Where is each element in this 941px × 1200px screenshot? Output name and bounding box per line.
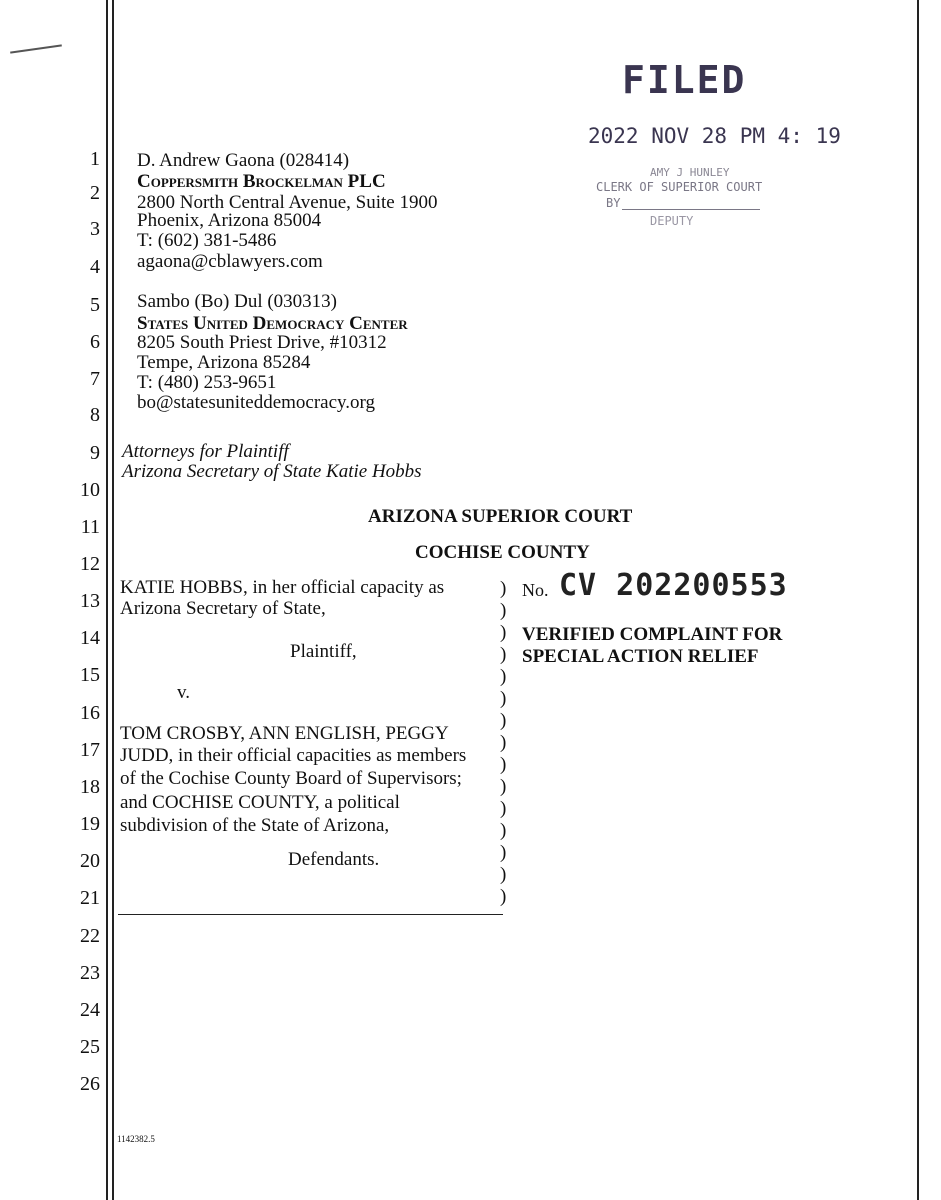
caption-paren: ) — [500, 798, 507, 819]
caption-paren: ) — [500, 754, 507, 775]
defendants-text: and COCHISE COUNTY, a political — [120, 792, 400, 813]
caption-bottom-rule — [118, 914, 503, 915]
line-number: 25 — [80, 1036, 100, 1058]
law-firm: Coppersmith Brockelman PLC — [137, 171, 386, 192]
attorneys-for-client: Arizona Secretary of State Katie Hobbs — [122, 461, 422, 482]
line-number: 21 — [80, 887, 100, 909]
address-line: 2800 North Central Avenue, Suite 1900 — [137, 192, 438, 213]
defendants-text: of the Cochise County Board of Supervisors; — [120, 768, 462, 789]
attorney-name: Sambo (Bo) Dul (030313) — [137, 291, 338, 312]
caption-paren: ) — [500, 776, 507, 797]
line-number: 11 — [80, 516, 100, 538]
line-number: 8 — [90, 404, 100, 426]
line-number: 13 — [80, 590, 100, 612]
caption-paren: ) — [500, 666, 507, 687]
line-number: 20 — [80, 850, 100, 872]
line-number: 19 — [80, 813, 100, 835]
defendants-label: Defendants. — [288, 849, 380, 870]
left-margin-line — [112, 0, 114, 1200]
email: bo@statesuniteddemocracy.org — [137, 392, 376, 413]
line-number: 12 — [80, 553, 100, 575]
case-number: CV 202200553 — [559, 568, 788, 603]
court-name: ARIZONA SUPERIOR COURT — [368, 506, 633, 527]
caption-paren: ) — [500, 688, 507, 709]
address-line: 8205 South Priest Drive, #10312 — [137, 332, 387, 353]
caption-paren: ) — [500, 578, 507, 599]
attorney-name: D. Andrew Gaona (028414) — [137, 150, 350, 171]
case-title: VERIFIED COMPLAINT FOR — [522, 624, 783, 645]
defendants-text: subdivision of the State of Arizona, — [120, 815, 390, 836]
stamp-filed: FILED — [622, 58, 747, 102]
line-number: 5 — [90, 294, 100, 316]
scan-mark — [10, 44, 62, 53]
versus: v. — [177, 682, 191, 703]
line-number: 6 — [90, 331, 100, 353]
caption-paren: ) — [500, 600, 507, 621]
phone: T: (602) 381-5486 — [137, 230, 277, 251]
line-number: 26 — [80, 1073, 100, 1095]
line-number: 14 — [80, 627, 100, 649]
line-number: 23 — [80, 962, 100, 984]
defendants-text: JUDD, in their official capacities as members — [120, 745, 467, 766]
line-number: 16 — [80, 702, 100, 724]
stamp-signature-line — [622, 209, 760, 210]
plaintiff-name: KATIE HOBBS, in her official capacity as — [120, 577, 445, 598]
plaintiff-capacity: Arizona Secretary of State, — [120, 598, 326, 619]
caption-paren: ) — [500, 644, 507, 665]
caption-paren: ) — [500, 622, 507, 643]
left-margin-line — [106, 0, 108, 1200]
line-number: 24 — [80, 999, 100, 1021]
line-number: 3 — [90, 218, 100, 240]
caption-paren: ) — [500, 820, 507, 841]
stamp-clerk-title: CLERK OF SUPERIOR COURT — [596, 180, 763, 194]
stamp-by: BY — [606, 196, 621, 210]
stamp-datetime: 2022 NOV 28 PM 4: 19 — [588, 124, 841, 148]
law-firm: States United Democracy Center — [137, 313, 408, 334]
line-number: 18 — [80, 776, 100, 798]
email: agaona@cblawyers.com — [137, 251, 323, 272]
address-line: Tempe, Arizona 85284 — [137, 352, 311, 373]
line-number: 7 — [90, 368, 100, 390]
case-number-label: No. — [522, 580, 549, 600]
caption-paren: ) — [500, 710, 507, 731]
stamp-clerk-name: AMY J HUNLEY — [650, 166, 730, 179]
line-number: 17 — [80, 739, 100, 761]
line-number: 4 — [90, 256, 100, 278]
line-number: 10 — [80, 479, 100, 501]
court-county: COCHISE COUNTY — [415, 542, 590, 563]
line-number: 15 — [80, 664, 100, 686]
line-number: 9 — [90, 442, 100, 464]
stamp-deputy: DEPUTY — [650, 214, 694, 228]
defendants-text: TOM CROSBY, ANN ENGLISH, PEGGY — [120, 723, 449, 744]
caption-paren: ) — [500, 842, 507, 863]
caption-paren: ) — [500, 732, 507, 753]
caption-paren: ) — [500, 886, 507, 907]
document-id: 1142382.5 — [117, 1134, 155, 1144]
plaintiff-label: Plaintiff, — [290, 641, 357, 662]
line-number: 2 — [90, 182, 100, 204]
address-line: Phoenix, Arizona 85004 — [137, 210, 322, 231]
line-number: 22 — [80, 925, 100, 947]
case-title: SPECIAL ACTION RELIEF — [522, 646, 759, 667]
line-number: 1 — [90, 148, 100, 170]
caption-paren: ) — [500, 864, 507, 885]
right-margin-line — [917, 0, 919, 1200]
phone: T: (480) 253-9651 — [137, 372, 277, 393]
attorneys-for-line: Attorneys for Plaintiff — [122, 441, 289, 462]
